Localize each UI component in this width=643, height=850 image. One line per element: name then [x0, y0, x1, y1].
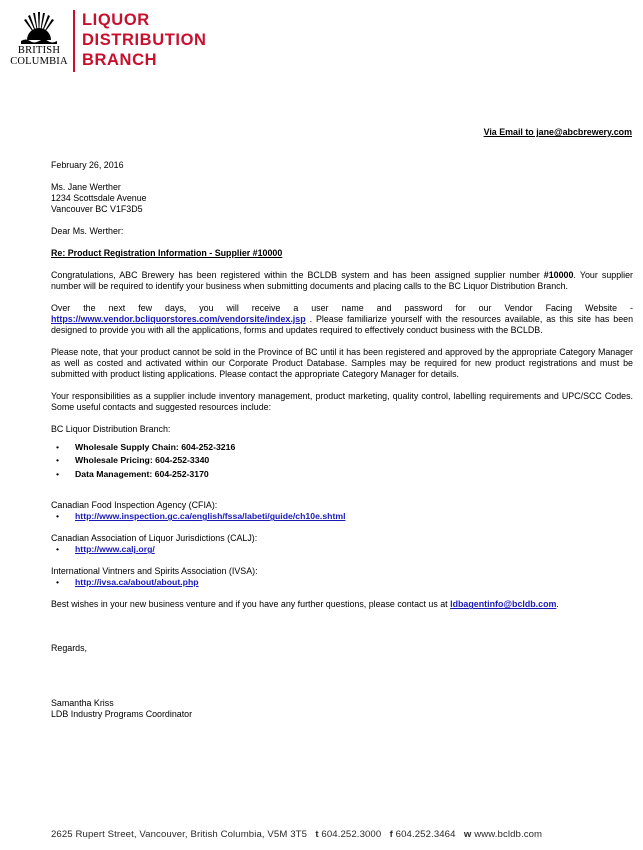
header-divider [73, 10, 75, 72]
footer-web: www.bcldb.com [474, 829, 543, 840]
vendor-site-link[interactable]: https://www.vendor.bcliquorstores.com/vendorsite/index.jsp [51, 314, 306, 324]
signer-title: LDB Industry Programs Coordinator [51, 709, 193, 720]
subject-line: Re: Product Registration Information - Supplier #10000 [51, 248, 283, 258]
ivsa-link[interactable]: http://ivsa.ca/about/about.php [75, 577, 199, 588]
footer-fax: 604.252.3464 [395, 829, 456, 840]
via-email-line: Via Email to jane@abcbrewery.com [483, 127, 632, 137]
address-line-2: 1234 Scottsdale Avenue [51, 193, 147, 203]
footer-contact: 2625 Rupert Street, Vancouver, British Columbia, V5M 3T5 t 604.252.3000 f 604.252.3464 w www.bcldb.com [51, 829, 543, 840]
org-name-line3: BRANCH [82, 51, 158, 69]
address-line-3: Vancouver BC V1F3D5 [51, 204, 143, 214]
contact-email-link[interactable]: ldbagentinfo@bcldb.com [450, 599, 557, 610]
salutation: Dear Ms. Werther: [51, 226, 124, 236]
logo-text-british: BRITISH [17, 45, 61, 56]
cfia-heading: Canadian Food Inspection Agency (CFIA): [51, 500, 218, 511]
contact-data-management: • Data Management: 604-252-3170 [75, 468, 633, 481]
closing-paragraph: Best wishes in your new business venture and if you have any further questions, please contact us at ldbagentinfo@bcldb.com. [51, 599, 559, 610]
footer-phone: 604.252.3000 [321, 829, 382, 840]
sun-crest-icon [20, 10, 58, 44]
paragraph-vendor-site: Over the next few days, you will receive a user name and password for our Vendor Facing Website - https://www.vendor.bcliquorstores.com/vendorsite/index.jsp . Please familiarize yourself with the resources available, as this site has been designed to provide you with all the applications, forms and updates required to effectively conduct business with the BCLDB. [51, 303, 633, 335]
signer-name: Samantha Kriss [51, 698, 114, 709]
paragraph-responsibilities: Your responsibilities as a supplier include inventory management, product marketing, quality control, labelling requirements and UPC/SCC Codes. Some useful contacts and suggested resources include: [51, 391, 633, 412]
paragraph-registration: Congratulations, ABC Brewery has been registered within the BCLDB system and has been assigned supplier number #10000. Your supplier number will be required to identify your business when submitting documents and placing calls to the BC Liquor Distribution Branch. [51, 270, 633, 291]
letter-date: February 26, 2016 [51, 160, 124, 170]
footer-address: 2625 Rupert Street, Vancouver, British Columbia, V5M 3T5 [51, 829, 308, 840]
contact-pricing: • Wholesale Pricing: 604-252-3340 [75, 454, 633, 467]
calj-link[interactable]: http://www.calj.org/ [75, 544, 155, 555]
letter-body [51, 127, 633, 720]
cfia-link[interactable]: http://www.inspection.gc.ca/english/fssa/labeti/guide/ch10e.shtml [75, 511, 346, 522]
org-name [82, 10, 207, 70]
regards: Regards, [51, 643, 88, 654]
calj-heading: Canadian Association of Liquor Jurisdictions (CALJ): [51, 533, 258, 544]
org-name-line2: DISTRIBUTION [82, 31, 207, 49]
contact-supply-chain: • Wholesale Supply Chain: 604-252-3216 [75, 441, 633, 454]
paragraph-product-approval: Please note, that your product cannot be sold in the Province of BC until it has been registered and approved by the appropriate Category Manager as well as costed and activated within our Corporate Product Database. Samples may be required for new product registrations and must be submitted with product listing applications. Please contact the appropriate Category Manager for details. [51, 347, 633, 379]
supplier-number: #10000 [543, 270, 574, 280]
logo-text-columbia: COLUMBIA [10, 56, 68, 67]
bcldb-heading: BC Liquor Distribution Branch: [51, 424, 171, 434]
address-line-1: Ms. Jane Werther [51, 182, 121, 192]
ivsa-heading: International Vintners and Spirits Association (IVSA): [51, 566, 258, 577]
org-name-line1: LIQUOR [82, 11, 150, 29]
letterhead [8, 8, 268, 74]
bc-logo [8, 8, 70, 74]
